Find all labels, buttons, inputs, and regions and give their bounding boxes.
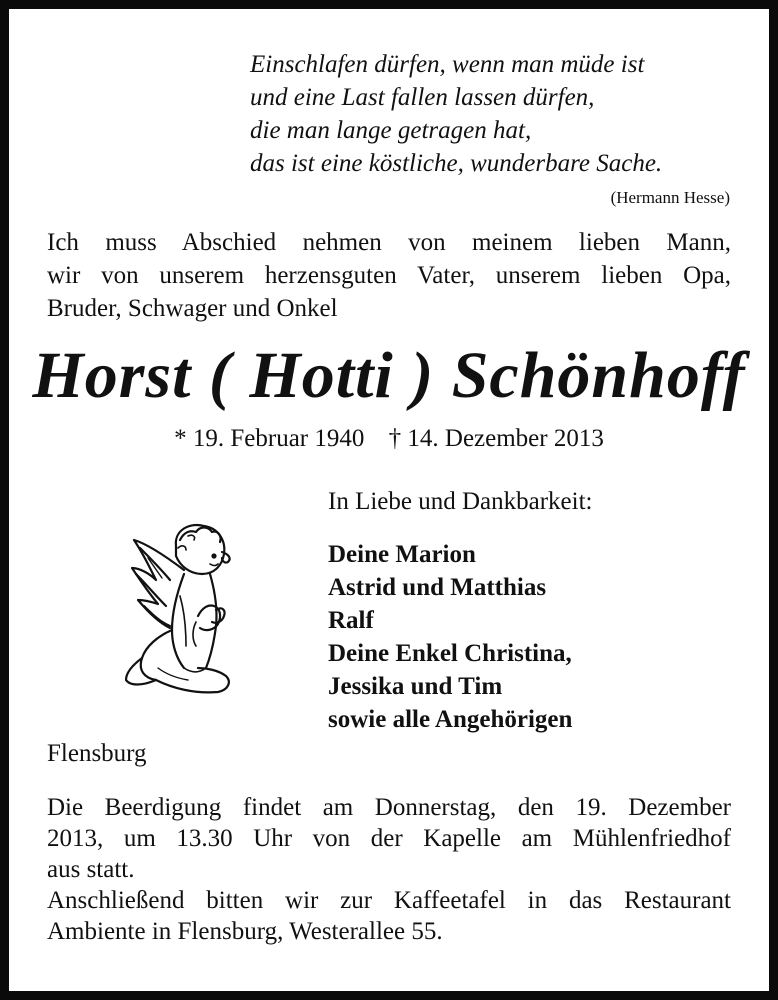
funeral-line: Anschließend bitten wir zur Kaffeetafel in das Restaurant	[47, 887, 731, 914]
intro-line: Ich muss Abschied nehmen von meinem lieben Mann,	[47, 229, 731, 256]
praying-angel-icon	[118, 518, 248, 704]
life-dates	[0, 425, 778, 453]
family-member: sowie alle Angehörigen	[328, 706, 573, 733]
intro-line: Bruder, Schwager und Onkel	[47, 295, 338, 322]
deceased-name: Horst ( Hotti ) Schönhoff	[32, 339, 746, 412]
poem-line: das ist eine köstliche, wunderbare Sache.	[250, 150, 663, 177]
death-date: † 14. Dezember 2013	[388, 425, 604, 452]
funeral-line: aus statt.	[47, 856, 135, 883]
family-member: Jessika und Tim	[328, 673, 503, 700]
family-signature	[328, 485, 593, 736]
funeral-line: Die Beerdigung findet am Donnerstag, den 19. Dezember	[47, 794, 731, 821]
intro-line: wir von unserem herzensguten Vater, unserem lieben Opa,	[47, 262, 731, 289]
poem-line: und eine Last fallen lassen dürfen,	[250, 84, 595, 111]
funeral-line: 2013, um 13.30 Uhr von der Kapelle am Mühlenfriedhof	[47, 825, 731, 852]
poem-author: (Hermann Hesse)	[610, 188, 730, 207]
funeral-line: Ambiente in Flensburg, Westerallee 55.	[47, 918, 443, 945]
intro-text	[47, 226, 731, 325]
family-member: Deine Marion	[328, 541, 476, 568]
city-name: Flensburg	[47, 740, 147, 767]
poem-line: die man lange getragen hat,	[250, 117, 532, 144]
poem-line: Einschlafen dürfen, wenn man müde ist	[250, 51, 645, 78]
birth-date: * 19. Februar 1940	[174, 425, 365, 452]
family-intro: In Liebe und Dankbarkeit:	[328, 488, 593, 515]
family-member: Ralf	[328, 607, 374, 634]
poem-quote	[250, 48, 662, 180]
family-member: Astrid und Matthias	[328, 574, 547, 601]
family-member: Deine Enkel Christina,	[328, 640, 572, 667]
funeral-notice	[47, 792, 731, 947]
